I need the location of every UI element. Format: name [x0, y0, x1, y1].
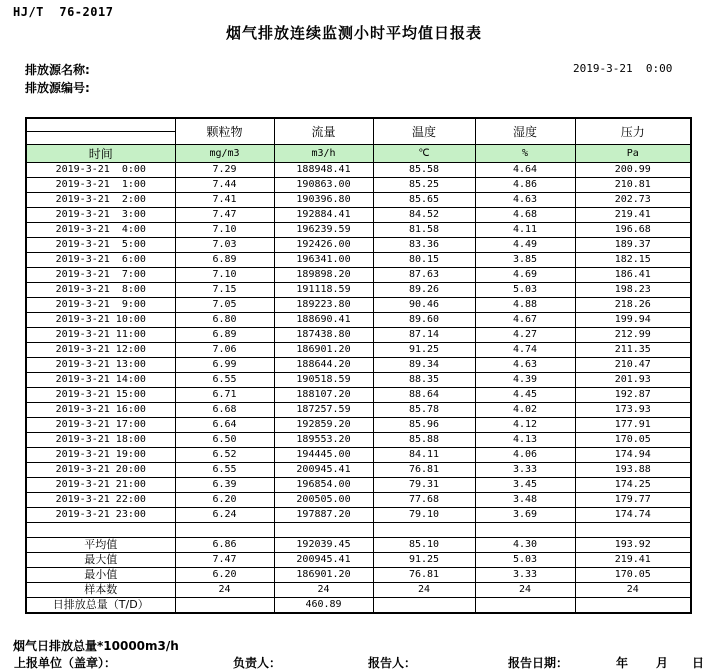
- value-cell: 192039.45: [274, 538, 373, 553]
- value-cell: 196854.00: [274, 478, 373, 493]
- value-cell: 200505.00: [274, 493, 373, 508]
- value-cell: 218.26: [575, 298, 691, 313]
- empty-cell: [575, 523, 691, 538]
- row-label-cell: 平均值: [26, 538, 175, 553]
- value-cell: 182.15: [575, 253, 691, 268]
- value-cell: 4.63: [475, 358, 575, 373]
- page-title: 烟气排放连续监测小时平均值日报表: [225, 24, 482, 42]
- col-header-temperature: 温度: [373, 118, 475, 145]
- spacer-row: [26, 523, 691, 538]
- value-cell: 187257.59: [274, 403, 373, 418]
- value-cell: 210.47: [575, 358, 691, 373]
- unit-humidity: %: [475, 145, 575, 163]
- row-label-cell: 2019-3-21 13:00: [26, 358, 175, 373]
- summary-row: [26, 583, 691, 598]
- value-cell: 84.52: [373, 208, 475, 223]
- footer-note: 烟气日排放总量*10000m3/h: [13, 639, 179, 653]
- unit-temperature: ℃: [373, 145, 475, 163]
- value-cell: 6.89: [175, 328, 274, 343]
- unit-particulate: mg/m3: [175, 145, 274, 163]
- value-cell: [175, 598, 274, 614]
- value-cell: 87.63: [373, 268, 475, 283]
- value-cell: 6.20: [175, 493, 274, 508]
- responsible-label: 负责人：: [233, 656, 282, 670]
- value-cell: 85.58: [373, 163, 475, 178]
- value-cell: 4.12: [475, 418, 575, 433]
- value-cell: 179.77: [575, 493, 691, 508]
- row-label-cell: 2019-3-21 1:00: [26, 178, 175, 193]
- report-datetime: 2019-3-21 0:00: [573, 62, 673, 75]
- value-cell: 188644.20: [274, 358, 373, 373]
- value-cell: 193.92: [575, 538, 691, 553]
- value-cell: 7.47: [175, 553, 274, 568]
- value-cell: 4.45: [475, 388, 575, 403]
- value-cell: 4.86: [475, 178, 575, 193]
- value-cell: 211.35: [575, 343, 691, 358]
- report-date-label: 报告日期：: [508, 656, 569, 670]
- summary-row: [26, 538, 691, 553]
- value-cell: 7.41: [175, 193, 274, 208]
- row-label-cell: 2019-3-21 7:00: [26, 268, 175, 283]
- value-cell: 77.68: [373, 493, 475, 508]
- data-row: [26, 388, 691, 403]
- month-label: 月: [656, 656, 669, 670]
- value-cell: 460.89: [274, 598, 373, 614]
- value-cell: 85.88: [373, 433, 475, 448]
- col-header-flow: 流量: [274, 118, 373, 145]
- value-cell: 79.10: [373, 508, 475, 523]
- data-row: [26, 373, 691, 388]
- value-cell: 85.96: [373, 418, 475, 433]
- value-cell: 88.35: [373, 373, 475, 388]
- data-row: [26, 508, 691, 523]
- value-cell: 7.06: [175, 343, 274, 358]
- value-cell: 4.67: [475, 313, 575, 328]
- value-cell: 200.99: [575, 163, 691, 178]
- value-cell: 196.68: [575, 223, 691, 238]
- source-code-label: 排放源编号:: [25, 81, 90, 95]
- value-cell: 200945.41: [274, 463, 373, 478]
- value-cell: 210.81: [575, 178, 691, 193]
- value-cell: 4.06: [475, 448, 575, 463]
- data-row: [26, 208, 691, 223]
- value-cell: 24: [175, 583, 274, 598]
- value-cell: 84.11: [373, 448, 475, 463]
- value-cell: [575, 598, 691, 614]
- value-cell: 79.31: [373, 478, 475, 493]
- year-label: 年: [616, 656, 629, 670]
- value-cell: 83.36: [373, 238, 475, 253]
- value-cell: 85.10: [373, 538, 475, 553]
- data-row: [26, 448, 691, 463]
- value-cell: 4.11: [475, 223, 575, 238]
- col-header-humidity: 湿度: [475, 118, 575, 145]
- value-cell: 4.39: [475, 373, 575, 388]
- value-cell: 174.25: [575, 478, 691, 493]
- data-row: [26, 403, 691, 418]
- row-label-cell: 2019-3-21 12:00: [26, 343, 175, 358]
- value-cell: 4.69: [475, 268, 575, 283]
- value-cell: 76.81: [373, 463, 475, 478]
- value-cell: 4.64: [475, 163, 575, 178]
- value-cell: 219.41: [575, 208, 691, 223]
- data-row: [26, 478, 691, 493]
- data-row: [26, 313, 691, 328]
- value-cell: [373, 598, 475, 614]
- value-cell: 198.23: [575, 283, 691, 298]
- value-cell: 7.44: [175, 178, 274, 193]
- value-cell: 6.50: [175, 433, 274, 448]
- header-corner-bottom: [26, 132, 175, 145]
- col-header-particulate: 颗粒物: [175, 118, 274, 145]
- value-cell: 24: [274, 583, 373, 598]
- value-cell: 6.80: [175, 313, 274, 328]
- row-label-cell: 日排放总量（T/D）: [26, 598, 175, 614]
- data-row: [26, 358, 691, 373]
- empty-cell: [274, 523, 373, 538]
- row-label-cell: 2019-3-21 5:00: [26, 238, 175, 253]
- value-cell: 7.47: [175, 208, 274, 223]
- value-cell: 192859.20: [274, 418, 373, 433]
- data-row: [26, 343, 691, 358]
- value-cell: 89.26: [373, 283, 475, 298]
- value-cell: 4.68: [475, 208, 575, 223]
- row-label-cell: 2019-3-21 8:00: [26, 283, 175, 298]
- value-cell: 170.05: [575, 433, 691, 448]
- row-label-cell: 2019-3-21 14:00: [26, 373, 175, 388]
- value-cell: 4.74: [475, 343, 575, 358]
- value-cell: 85.65: [373, 193, 475, 208]
- value-cell: 24: [575, 583, 691, 598]
- row-label-cell: 2019-3-21 20:00: [26, 463, 175, 478]
- report-unit-label: 上报单位（盖章）：: [14, 656, 117, 670]
- value-cell: 7.15: [175, 283, 274, 298]
- row-label-cell: 2019-3-21 17:00: [26, 418, 175, 433]
- data-row: [26, 418, 691, 433]
- row-label-cell: 2019-3-21 11:00: [26, 328, 175, 343]
- value-cell: 177.91: [575, 418, 691, 433]
- value-cell: 5.03: [475, 553, 575, 568]
- value-cell: 80.15: [373, 253, 475, 268]
- value-cell: 3.33: [475, 568, 575, 583]
- data-row: [26, 463, 691, 478]
- value-cell: 4.13: [475, 433, 575, 448]
- value-cell: [475, 598, 575, 614]
- value-cell: 6.24: [175, 508, 274, 523]
- row-label-cell: 2019-3-21 23:00: [26, 508, 175, 523]
- row-label-cell: 2019-3-21 15:00: [26, 388, 175, 403]
- value-cell: 189.37: [575, 238, 691, 253]
- value-cell: 4.63: [475, 193, 575, 208]
- value-cell: 24: [373, 583, 475, 598]
- value-cell: 170.05: [575, 568, 691, 583]
- report-table: [25, 117, 692, 614]
- value-cell: 192884.41: [274, 208, 373, 223]
- standard-code: HJ/T 76-2017: [13, 5, 114, 19]
- value-cell: 187438.80: [274, 328, 373, 343]
- data-row: [26, 253, 691, 268]
- value-cell: 90.46: [373, 298, 475, 313]
- row-label-cell: 2019-3-21 2:00: [26, 193, 175, 208]
- data-row: [26, 493, 691, 508]
- col-header-pressure: 压力: [575, 118, 691, 145]
- value-cell: 190518.59: [274, 373, 373, 388]
- empty-cell: [373, 523, 475, 538]
- value-cell: 3.45: [475, 478, 575, 493]
- empty-cell: [475, 523, 575, 538]
- value-cell: 88.64: [373, 388, 475, 403]
- value-cell: 212.99: [575, 328, 691, 343]
- row-label-cell: 2019-3-21 22:00: [26, 493, 175, 508]
- empty-cell: [26, 523, 175, 538]
- row-label-cell: 2019-3-21 16:00: [26, 403, 175, 418]
- value-cell: 87.14: [373, 328, 475, 343]
- value-cell: 189223.80: [274, 298, 373, 313]
- reporter-label: 报告人：: [368, 656, 417, 670]
- value-cell: 6.55: [175, 463, 274, 478]
- value-cell: 3.33: [475, 463, 575, 478]
- source-name-label: 排放源名称:: [25, 63, 90, 77]
- value-cell: 174.94: [575, 448, 691, 463]
- value-cell: 199.94: [575, 313, 691, 328]
- data-row: [26, 328, 691, 343]
- units-row: [26, 145, 691, 163]
- value-cell: 3.85: [475, 253, 575, 268]
- value-cell: 7.05: [175, 298, 274, 313]
- value-cell: 81.58: [373, 223, 475, 238]
- value-cell: 89.34: [373, 358, 475, 373]
- value-cell: 186901.20: [274, 568, 373, 583]
- row-label-cell: 2019-3-21 10:00: [26, 313, 175, 328]
- value-cell: 4.30: [475, 538, 575, 553]
- row-label-cell: 最大值: [26, 553, 175, 568]
- value-cell: 6.39: [175, 478, 274, 493]
- value-cell: 186901.20: [274, 343, 373, 358]
- value-cell: 193.88: [575, 463, 691, 478]
- value-cell: 7.29: [175, 163, 274, 178]
- value-cell: 201.93: [575, 373, 691, 388]
- value-cell: 200945.41: [274, 553, 373, 568]
- value-cell: 85.78: [373, 403, 475, 418]
- data-row: [26, 238, 691, 253]
- value-cell: 91.25: [373, 553, 475, 568]
- value-cell: 190396.80: [274, 193, 373, 208]
- value-cell: 6.71: [175, 388, 274, 403]
- value-cell: 219.41: [575, 553, 691, 568]
- value-cell: 7.10: [175, 223, 274, 238]
- day-label: 日: [692, 656, 705, 670]
- data-row: [26, 433, 691, 448]
- summary-row: [26, 598, 691, 614]
- value-cell: 189553.20: [274, 433, 373, 448]
- row-label-cell: 2019-3-21 6:00: [26, 253, 175, 268]
- data-row: [26, 193, 691, 208]
- value-cell: 188690.41: [274, 313, 373, 328]
- value-cell: 7.03: [175, 238, 274, 253]
- summary-row: [26, 568, 691, 583]
- value-cell: 6.20: [175, 568, 274, 583]
- value-cell: 4.88: [475, 298, 575, 313]
- value-cell: 194445.00: [274, 448, 373, 463]
- data-row: [26, 178, 691, 193]
- value-cell: 24: [475, 583, 575, 598]
- summary-row: [26, 553, 691, 568]
- value-cell: 192426.00: [274, 238, 373, 253]
- row-label-cell: 2019-3-21 0:00: [26, 163, 175, 178]
- table-body: [26, 163, 691, 614]
- value-cell: 191118.59: [274, 283, 373, 298]
- value-cell: 6.89: [175, 253, 274, 268]
- row-label-cell: 2019-3-21 19:00: [26, 448, 175, 463]
- data-row: [26, 298, 691, 313]
- value-cell: 6.55: [175, 373, 274, 388]
- value-cell: 192.87: [575, 388, 691, 403]
- value-cell: 174.74: [575, 508, 691, 523]
- value-cell: 3.69: [475, 508, 575, 523]
- empty-cell: [175, 523, 274, 538]
- row-label-cell: 2019-3-21 18:00: [26, 433, 175, 448]
- value-cell: 189898.20: [274, 268, 373, 283]
- data-row: [26, 163, 691, 178]
- value-cell: 4.27: [475, 328, 575, 343]
- value-cell: 85.25: [373, 178, 475, 193]
- value-cell: 91.25: [373, 343, 475, 358]
- unit-pressure: Pa: [575, 145, 691, 163]
- value-cell: 6.86: [175, 538, 274, 553]
- value-cell: 7.10: [175, 268, 274, 283]
- value-cell: 6.52: [175, 448, 274, 463]
- value-cell: 89.60: [373, 313, 475, 328]
- value-cell: 202.73: [575, 193, 691, 208]
- value-cell: 188948.41: [274, 163, 373, 178]
- value-cell: 186.41: [575, 268, 691, 283]
- value-cell: 196341.00: [274, 253, 373, 268]
- header-corner-top: [26, 118, 175, 132]
- value-cell: 6.64: [175, 418, 274, 433]
- value-cell: 4.02: [475, 403, 575, 418]
- row-label-cell: 2019-3-21 3:00: [26, 208, 175, 223]
- time-header: 时间: [26, 145, 175, 163]
- row-label-cell: 2019-3-21 4:00: [26, 223, 175, 238]
- value-cell: 173.93: [575, 403, 691, 418]
- value-cell: 4.49: [475, 238, 575, 253]
- row-label-cell: 样本数: [26, 583, 175, 598]
- unit-flow: m3/h: [274, 145, 373, 163]
- data-row: [26, 268, 691, 283]
- data-row: [26, 283, 691, 298]
- value-cell: 190863.00: [274, 178, 373, 193]
- value-cell: 6.99: [175, 358, 274, 373]
- value-cell: 5.03: [475, 283, 575, 298]
- data-row: [26, 223, 691, 238]
- row-label-cell: 最小值: [26, 568, 175, 583]
- row-label-cell: 2019-3-21 9:00: [26, 298, 175, 313]
- value-cell: 188107.20: [274, 388, 373, 403]
- value-cell: 197887.20: [274, 508, 373, 523]
- value-cell: 3.48: [475, 493, 575, 508]
- value-cell: 76.81: [373, 568, 475, 583]
- value-cell: 6.68: [175, 403, 274, 418]
- value-cell: 196239.59: [274, 223, 373, 238]
- row-label-cell: 2019-3-21 21:00: [26, 478, 175, 493]
